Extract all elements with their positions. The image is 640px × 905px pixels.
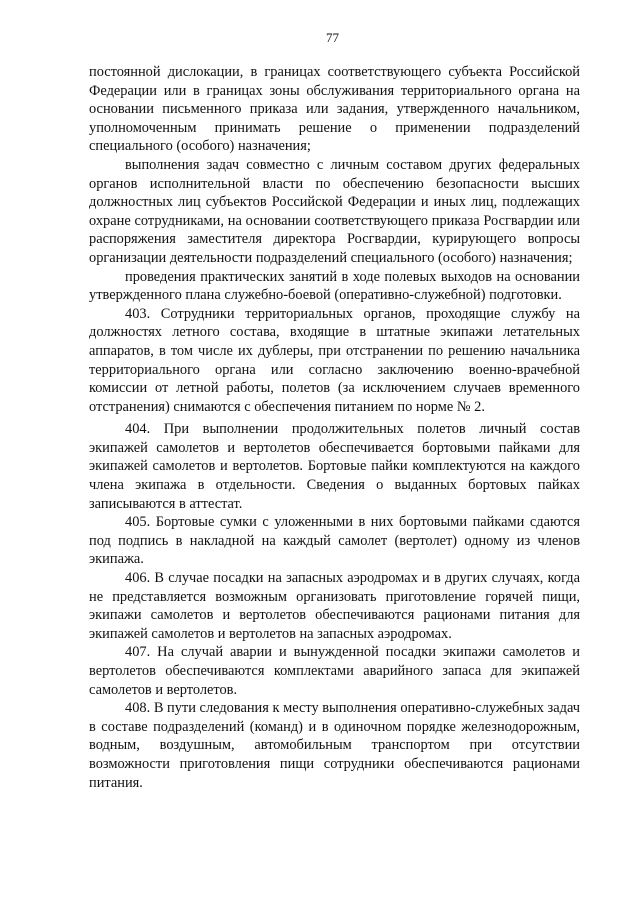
paragraph-405: 405. Бортовые сумки с уложенными в них бортовыми пайками сдаются под подпись в накладной на каждый самолет (вертолет) одному из членов экипажа. bbox=[89, 514, 580, 568]
paragraph-407: 407. На случай аварии и вынужденной посадки экипажи самолетов и вертолетов обеспечиваются комплектами аварийного запаса для экипажей самолетов и вертолетов. bbox=[89, 644, 580, 698]
page-number: 77 bbox=[326, 30, 339, 45]
paragraph-403: 403. Сотрудники территориальных органов, проходящие службу на должностях летного состава, входящие в штатные экипажи летательных аппаратов, в том числе их дублеры, при отстранении по решению начальника территориального органа или согласно заключению военно-врачебной комиссии от летной работы, полетов (за исключением случаев временного отстранения) снимаются с обеспечения питанием по норме № 2. bbox=[89, 305, 580, 415]
paragraph-408: 408. В пути следования к месту выполнения оперативно-служебных задач в составе подразделений (команд) и в одиночном порядке железнодорожным, водным, воздушным, автомобильным транспортом при отсутствии возможности приготовления пищи сотрудники обеспечиваются рационами питания. bbox=[89, 700, 580, 791]
paragraph-406: 406. В случае посадки на запасных аэродромах и в других случаях, когда не представляется возможным организовать приготовление горячей пищи, экипажи самолетов и вертолетов обеспечиваются рационами питания для экипажей самолетов и вертолетов на запасных аэродромах. bbox=[89, 570, 580, 642]
paragraph-404: 404. При выполнении продолжительных полетов личный состав экипажей самолетов и вертолетов обеспечивается бортовыми пайками для экипажей самолетов и вертолетов. Бортовые пайки комплектуются на каждого члена экипажа в отдельности. Сведения о выданных бортовых пайках записываются в аттестат. bbox=[89, 421, 580, 512]
paragraph-field-exercises: проведения практических занятий в ходе полевых выходов на основании утвержденного плана служебно-боевой (оперативно-служебной) подготовки. bbox=[89, 268, 580, 304]
paragraph-joint-tasks: выполнения задач совместно с личным составом других федеральных органов исполнительной власти по обеспечению безопасности высших должностных лиц субъектов Российской Федерации и иных лиц, подлежащих охране сотрудниками, на основании соответствующего приказа Росгвардии или распоряжения заместителя директора Росгвардии, курирующего вопросы организации деятельности подразделений специального (особого) назначения; bbox=[89, 156, 580, 266]
document-body bbox=[89, 63, 580, 792]
paragraph-location-continuation: постоянной дислокации, в границах соответствующего субъекта Российской Федерации или в границах зоны обслуживания территориального органа на основании письменного приказа или задания, утвержденного начальником, уполномоченным принимать решение о применении подразделений специального (особого) назначения; bbox=[89, 64, 580, 155]
